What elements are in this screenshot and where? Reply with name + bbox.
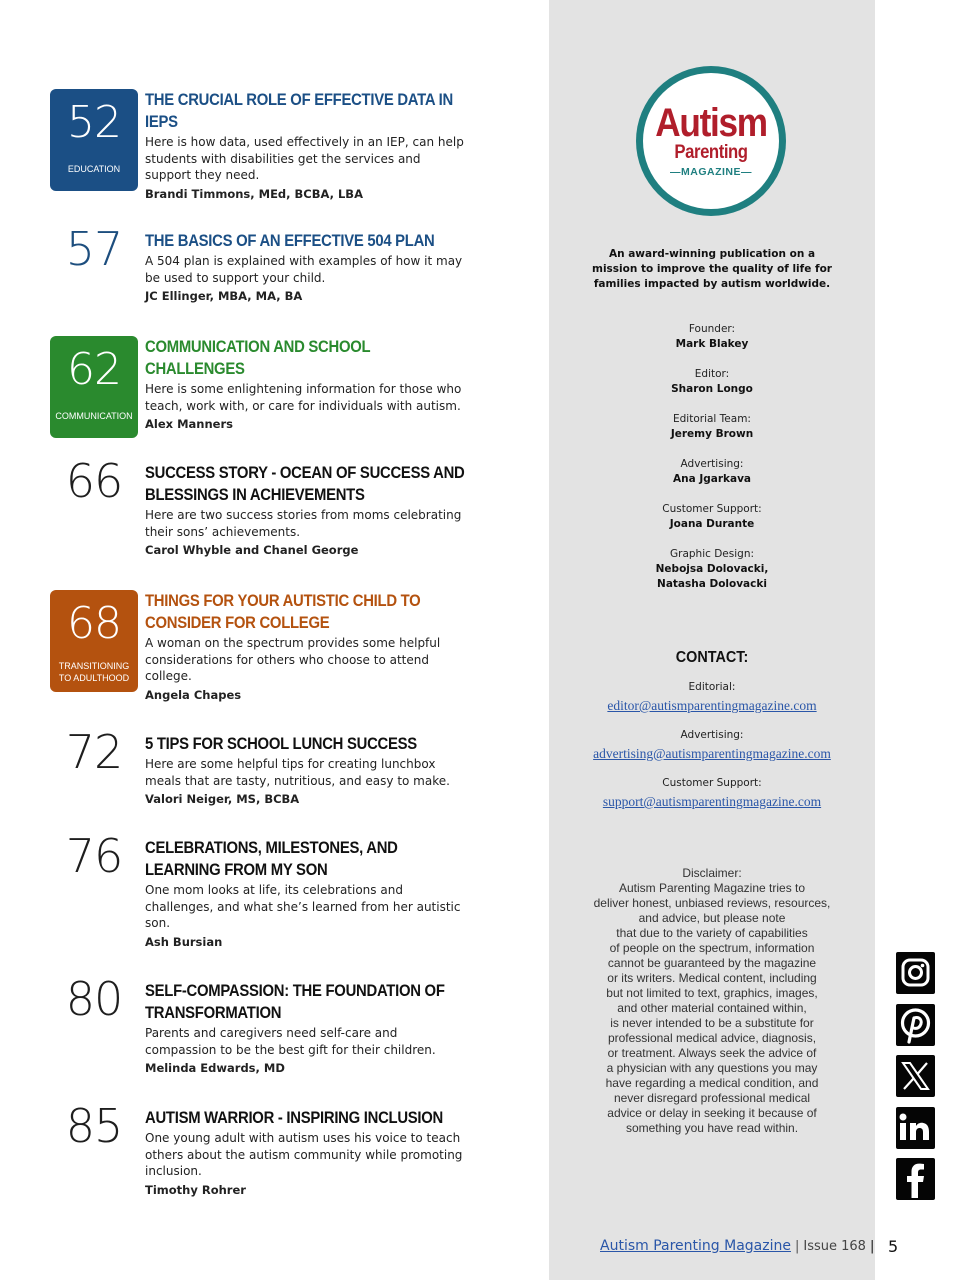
staff-editorial-team [549,412,875,442]
category-label [50,660,138,684]
category-label: COMMUNICATION [55,411,133,421]
category-label-line1: TRANSITIONING [58,661,130,671]
page-number: 80 [65,972,123,1026]
support-email-link[interactable]: support@autismparentingmagazine.com [602,794,822,809]
contact-heading: CONTACT: [675,649,749,666]
mission-statement [549,247,875,292]
footer-separator: | [794,1239,800,1254]
toc-entry-52[interactable] [50,89,470,201]
footer-divider: | [869,1239,875,1254]
disclaimer-line: is never intended to be a substitute for [610,1016,814,1030]
article-title[interactable]: CELEBRATIONS, MILESTONES, AND LEARNING FROM MY SON [145,839,398,879]
mission-text: An award-winning publication on a mission to improve the quality of life for families impacted by autism worldwide. [592,248,832,290]
staff-role: Editor: [694,368,730,380]
toc-entry-57[interactable] [50,222,470,303]
staff-name: Nebojsa Dolovacki, [655,563,769,575]
staff-advertising [549,457,875,487]
page-number: 57 [65,222,123,276]
contact-customer-support [549,776,875,811]
article-author: Melinda Edwards, MD [145,1061,285,1075]
masthead-sidebar [549,0,875,1280]
disclaimer-line: Autism Parenting Magazine tries to [618,881,806,895]
article-author: Ash Bursian [145,934,223,949]
staff-name-2: Natasha Dolovacki [657,578,767,590]
contact-label: Editorial: [688,681,736,693]
disclaimer-line: a physician with any questions you may [606,1061,818,1075]
article-description: Parents and caregivers need self-care and compassion to be the best gift for their children. [145,1026,436,1057]
disclaimer-line: never disregard professional medical [613,1091,811,1105]
magazine-name-link[interactable]: Autism Parenting Magazine [600,1238,791,1254]
staff-role: Graphic Design: [669,548,755,560]
page-number: 76 [65,829,123,883]
article-description: Here are two success stories from moms celebrating their sons’ achievements. [145,508,462,539]
logo-word-autism: Autism [655,101,767,145]
toc-entry-62[interactable] [50,336,470,431]
disclaimer-line: have regarding a medical condition, and [605,1076,819,1090]
article-description: Here is how data, used effectively in an IEP, can help students with disabilities get the services and support they need. [145,135,464,182]
disclaimer-line: deliver honest, unbiased reviews, resources, [593,896,831,910]
page-number: 72 [65,725,123,779]
magazine-logo[interactable] [636,66,786,216]
disclaimer-line: that due to the variety of capabilities [616,926,808,940]
disclaimer-line: but not limited to text, graphics, images, [606,986,818,1000]
article-title[interactable]: THE BASICS OF AN EFFECTIVE 504 PLAN [145,232,435,250]
instagram-icon[interactable] [896,952,935,994]
article-author: Alex Manners [145,417,233,431]
x-icon[interactable] [896,1055,935,1097]
disclaimer-line: Disclaimer: [682,866,742,880]
article-title[interactable]: SUCCESS STORY - OCEAN OF SUCCESS AND BLESSINGS IN ACHIEVEMENTS [145,464,465,504]
linkedin-icon[interactable] [896,1107,935,1149]
staff-role: Editorial Team: [673,413,751,425]
category-label: EDUCATION [67,164,121,174]
article-description: One mom looks at life, its celebrations and challenges, and what she’s learned from her autistic son. [145,883,461,930]
article-description: Here is some enlightening information for those who teach, work with, or care for individuals with autism. [145,382,462,413]
toc-entry-72[interactable] [50,725,470,806]
staff-name: Joana Durante [669,518,755,530]
disclaimer-line: advice or delay in seeking it because of [607,1106,817,1120]
editorial-email-link[interactable]: editor@autismparentingmagazine.com [607,698,817,713]
page-number: 66 [65,454,123,508]
logo-word-parenting: Parenting [674,142,748,163]
page-number: 85 [65,1099,123,1153]
article-author: Angela Chapes [145,687,242,702]
contact-editorial [549,680,875,715]
article-title[interactable]: SELF-COMPASSION: THE FOUNDATION OF TRANSFORMATION [145,982,445,1022]
disclaimer [589,866,835,1136]
category-badge-communication [50,336,138,438]
article-description: A woman on the spectrum provides some helpful considerations for others who choose to attend college. [145,636,441,683]
article-title[interactable]: AUTISM WARRIOR - INSPIRING INCLUSION [145,1109,444,1127]
article-title[interactable]: THE CRUCIAL ROLE OF EFFECTIVE DATA IN IEPS [145,91,453,131]
disclaimer-line: and advice, but please note [638,911,786,925]
staff-role: Advertising: [680,458,744,470]
staff-founder [549,322,875,352]
toc-entry-66[interactable] [50,454,470,557]
pinterest-icon[interactable] [896,1004,935,1046]
article-author: Brandi Timmons, MEd, BCBA, LBA [145,186,363,201]
article-description: Here are some helpful tips for creating lunchbox meals that are tasty, nutritious, and easy to make. [145,757,450,788]
advertising-email-link[interactable]: advertising@autismparentingmagazine.com [593,746,831,761]
article-description: A 504 plan is explained with examples of how it may be used to support your child. [145,254,463,285]
article-author: Carol Whyble and Chanel George [145,543,359,557]
staff-graphic-design [549,547,875,592]
staff-name: Ana Jgarkava [672,473,752,485]
disclaimer-line: or treatment. Always seek the advice of [607,1046,817,1060]
article-title[interactable]: 5 TIPS FOR SCHOOL LUNCH SUCCESS [145,735,417,753]
article-title[interactable]: THINGS FOR YOUR AUTISTIC CHILD TO CONSIDER FOR COLLEGE [145,592,421,632]
disclaimer-line: something you have read within. [625,1121,799,1135]
toc-entry-85[interactable] [50,1099,470,1197]
staff-name: Jeremy Brown [670,428,754,440]
page-footer [600,1238,910,1254]
category-badge-transitioning [50,590,138,692]
disclaimer-line: of people on the spectrum, information [609,941,815,955]
toc-entry-80[interactable] [50,972,470,1075]
toc-entry-76[interactable] [50,829,470,949]
staff-name: Mark Blakey [675,338,749,350]
contact-advertising [549,728,875,763]
article-author: JC Ellinger, MBA, MA, BA [145,289,303,303]
issue-number: Issue 168 [803,1239,866,1254]
page-number-footer: 5 [888,1237,899,1256]
contact-label: Customer Support: [662,777,762,789]
article-description: One young adult with autism uses his voice to teach others about the autism community while promoting inclusion. [145,1131,463,1178]
article-title[interactable]: COMMUNICATION AND SCHOOL CHALLENGES [145,338,371,378]
category-badge-education [50,89,138,191]
facebook-icon[interactable] [896,1158,935,1200]
page-number: 68 [67,598,121,649]
logo-word-magazine: —MAGAZINE— [670,166,752,178]
staff-customer-support [549,502,875,532]
logo-inner [643,73,779,209]
disclaimer-line: professional medical advice, diagnosis, [607,1031,817,1045]
page-number: 62 [67,344,121,395]
toc-entry-68[interactable] [50,590,470,702]
staff-name: Sharon Longo [671,383,753,395]
category-label-line2: TO ADULTHOOD [58,673,130,683]
article-author: Timothy Rohrer [145,1182,246,1197]
staff-editor [549,367,875,397]
staff-role: Founder: [688,323,736,335]
disclaimer-line: or its writers. Medical content, including [607,971,817,985]
page-number: 52 [67,97,121,148]
staff-role: Customer Support: [662,503,762,515]
contact-label: Advertising: [680,729,744,741]
disclaimer-line: cannot be guaranteed by the magazine [607,956,817,970]
disclaimer-line: and other material contained within, [617,1001,807,1015]
article-author: Valori Neiger, MS, BCBA [145,792,300,806]
